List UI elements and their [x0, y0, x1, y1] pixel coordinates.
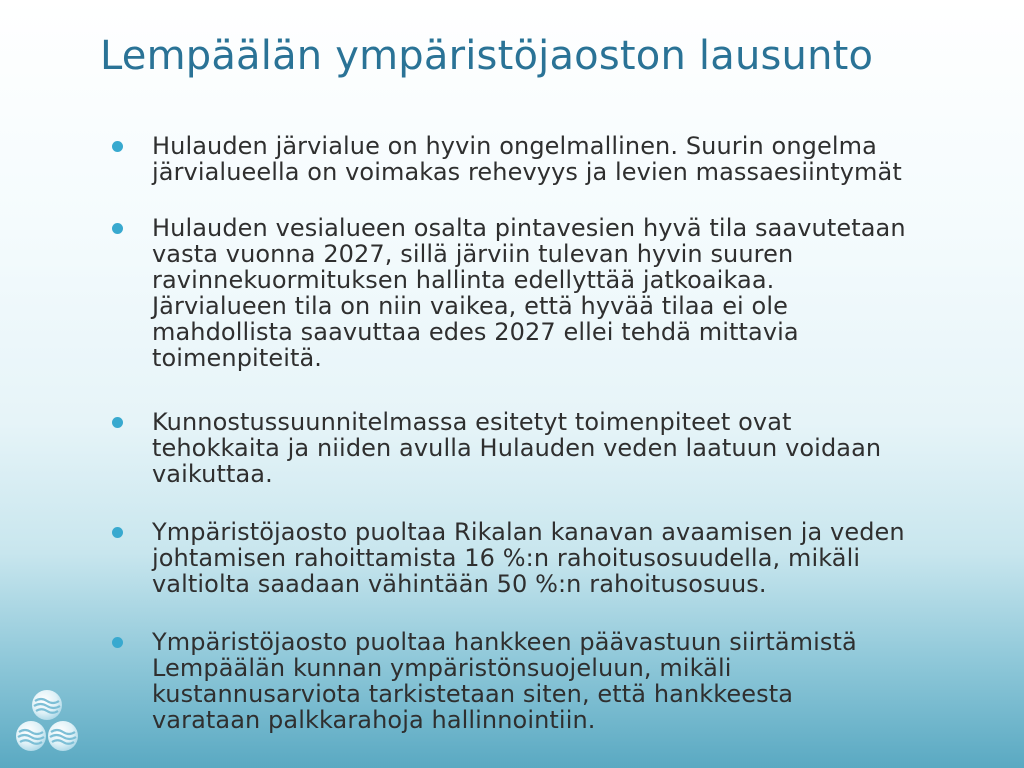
bullet-text: Hulauden vesialueen osalta pintavesien hyvä tila saavutetaan vasta vuonna 2027, sillä järviin tulevan hyvin suuren ravinnekuormituksen hallinta edellyttää jatkoaikaa. Järvialueen tila on niin vaikea, että hyvää tilaa ei ole mahdollista saavuttaa edes 2027 ellei tehdä mittavia toimenpiteitä. — [152, 214, 906, 372]
bullet-text: Hulauden järvialue on hyvin ongelmallinen. Suurin ongelma järvialueella on voimakas rehevyys ja levien massaesiintymät — [152, 132, 902, 186]
logo-circle-right — [48, 721, 78, 751]
bullet-dot-icon — [112, 417, 123, 428]
slide-title: Lempäälän ympäristöjaoston lausunto — [100, 33, 874, 79]
logo-circle-top — [32, 690, 62, 720]
logo-circle-left — [16, 721, 46, 751]
bullet-dot-icon — [112, 527, 123, 538]
bullet-text: Kunnostussuunnitelmassa esitetyt toimenpiteet ovat tehokkaita ja niiden avulla Hulauden veden laatuun voidaan vaikuttaa. — [152, 408, 882, 488]
bullet-text: Ympäristöjaosto puoltaa Rikalan kanavan avaamisen ja veden johtamisen rahoittamista 16 %:n rahoitusosuudella, mikäli valtiolta saadaan vähintään 50 %:n rahoitusosuus. — [152, 518, 905, 598]
bullet-dot-icon — [112, 141, 123, 152]
water-circles-logo-icon — [14, 688, 80, 754]
bullet-dot-icon — [112, 637, 123, 648]
bullet-dot-icon — [112, 223, 123, 234]
bullet-text: Ympäristöjaosto puoltaa hankkeen päävastuun siirtämistä Lempäälän kunnan ympäristönsuojeluun, mikäli kustannusarviota tarkistetaan siten, että hankkeesta varataan palkkarahoja hallinnointiin. — [152, 628, 857, 734]
